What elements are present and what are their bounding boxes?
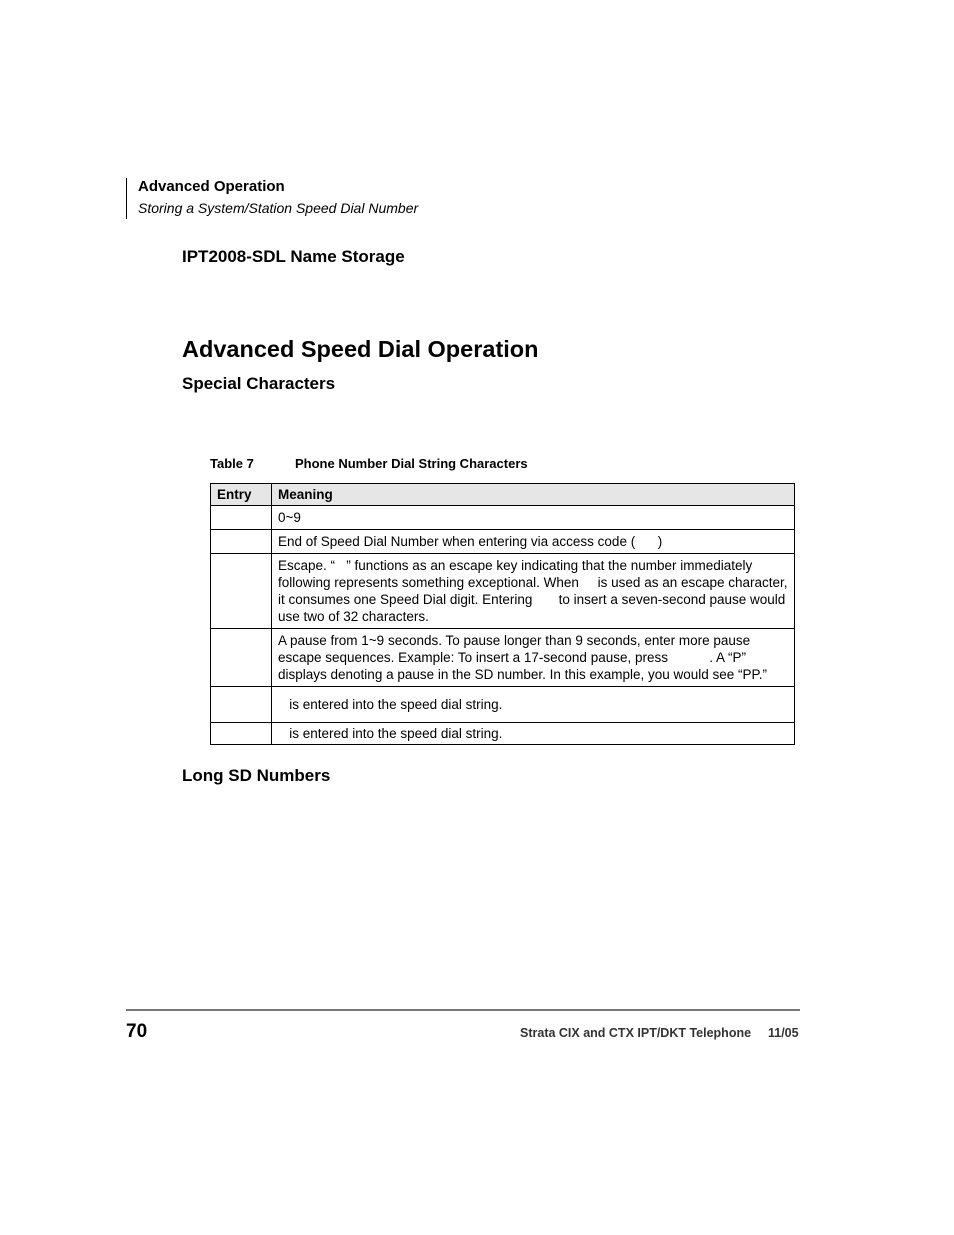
table-caption-title: Phone Number Dial String Characters [295, 456, 528, 471]
table-cell-meaning: End of Speed Dial Number when entering via access code ( ) [272, 530, 795, 554]
table-row [211, 530, 795, 554]
table-cell-entry [211, 723, 272, 745]
section-heading-special-characters: Special Characters [182, 374, 336, 393]
table-row [211, 506, 795, 530]
table-cell-meaning: is entered into the speed dial string. [272, 723, 795, 745]
table-row [211, 723, 795, 745]
table-caption-number: Table 7 [210, 456, 254, 471]
running-header-title: Advanced Operation [138, 178, 285, 195]
page-number: 70 [126, 1021, 148, 1042]
table-header-meaning: Meaning [272, 484, 795, 506]
chapter-heading: Advanced Speed Dial Operation [182, 336, 539, 362]
running-header-subtitle: Storing a System/Station Speed Dial Number [138, 200, 419, 216]
section-heading-long-sd-numbers: Long SD Numbers [182, 766, 331, 785]
table-row [211, 629, 795, 687]
table-cell-meaning: A pause from 1~9 seconds. To pause longer than 9 seconds, enter more pause escape sequences. Example: To insert a 17-second pause, press . A “P” displays denoting a pause in the SD number. In this example, you would see “PP.” [272, 629, 795, 687]
table-cell-entry [211, 530, 272, 554]
table-header-entry: Entry [211, 484, 272, 506]
table-cell-entry [211, 506, 272, 530]
footer-document-title: Strata CIX and CTX IPT/DKT Telephone [520, 1026, 752, 1040]
table-cell-meaning: Escape. “ ” functions as an escape key indicating that the number immediately following represents something exceptional. When is used as an escape character, it consumes one Speed Dial digit. Entering to insert a seven-second pause would use two of 32 characters. [272, 554, 795, 629]
table-cell-entry [211, 687, 272, 723]
table-row [211, 687, 795, 723]
table-row [211, 554, 795, 629]
section-heading-name-storage: IPT2008-SDL Name Storage [182, 247, 405, 266]
table-cell-entry [211, 554, 272, 629]
table-cell-meaning: is entered into the speed dial string. [272, 687, 795, 723]
footer-rule [126, 1009, 800, 1011]
table-header-row [211, 484, 795, 506]
dial-string-characters-table [210, 483, 795, 745]
footer-date: 11/05 [768, 1026, 799, 1040]
table-cell-meaning: 0~9 [272, 506, 795, 530]
table-cell-entry [211, 629, 272, 687]
header-rule [126, 178, 127, 219]
